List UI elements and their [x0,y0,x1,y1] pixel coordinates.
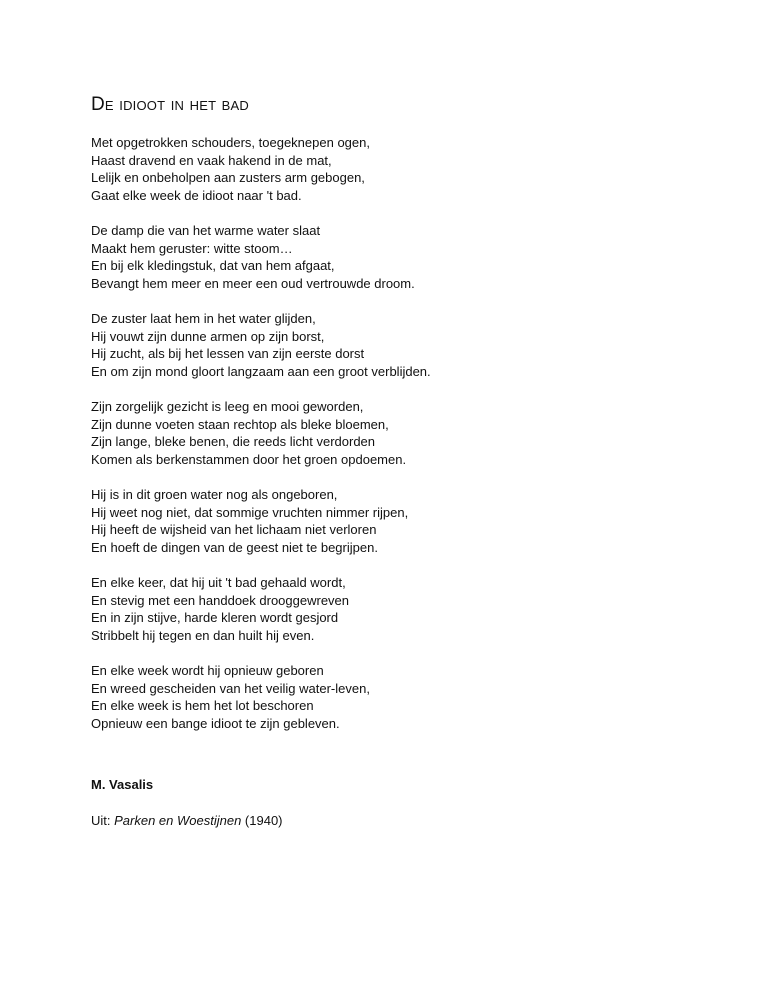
poem-line: Opnieuw een bange idioot te zijn gebleven. [91,715,340,731]
source-year: (1940) [241,813,283,828]
poem-line: Hij is in dit groen water nog als ongeboren, [91,487,338,502]
poem-page [91,92,691,830]
poem-line: Stribbelt hij tegen en dan huilt hij even. [91,627,315,643]
poem-stanza [91,662,691,732]
poem-line: En wreed gescheiden van het veilig water-leven, [91,680,370,696]
poem-line: Bevangt hem meer en meer een oud vertrouwde droom. [91,275,415,291]
poem-stanza [91,574,691,644]
poem-source [91,812,691,830]
poem-stanza [91,398,691,468]
poem-line: En stevig met een handdoek drooggewreven [91,592,350,608]
poem-line: De damp die van het warme water slaat [91,223,321,238]
poem-line: En in zijn stijve, harde kleren wordt gesjord [91,610,339,625]
poem-stanza [91,486,691,556]
poem-line: Hij weet nog niet, dat sommige vruchten nimmer rijpen, [91,504,409,520]
poem-line: En bij elk kledingstuk, dat van hem afgaat, [91,258,335,273]
poem-title: De idioot in het bad [91,94,250,115]
poem-line: En elke keer, dat hij uit 't bad gehaald wordt, [91,575,346,590]
poem-line: Haast dravend en vaak hakend in de mat, [91,152,332,168]
poem-line: De zuster laat hem in het water glijden, [91,311,316,326]
poem-line: Zijn lange, bleke benen, die reeds licht verdorden [91,434,376,449]
poem-line: En elke week is hem het lot beschoren [91,698,314,713]
poem-line: Zijn zorgelijk gezicht is leeg en mooi geworden, [91,399,364,414]
poem-author: M. Vasalis [91,777,154,792]
poem-line: Hij heeft de wijsheid van het lichaam niet verloren [91,522,377,537]
poem-line: Zijn dunne voeten staan rechtop als bleke bloemen, [91,416,389,432]
source-title: Parken en Woestijnen [114,813,242,828]
poem-line: En om zijn mond gloort langzaam aan een groot verblijden. [91,363,431,379]
poem-stanza [91,222,691,292]
poem-stanza [91,310,691,380]
poem-line: En hoeft de dingen van de geest niet te begrijpen. [91,539,378,555]
poem-line: Lelijk en onbeholpen aan zusters arm gebogen, [91,170,365,185]
poem-body [91,134,691,732]
source-prefix: Uit: [91,813,115,828]
poem-line: Hij vouwt zijn dunne armen op zijn borst, [91,328,325,344]
poem-stanza [91,134,691,204]
poem-line: Hij zucht, als bij het lessen van zijn eerste dorst [91,346,365,361]
poem-line: Gaat elke week de idioot naar 't bad. [91,187,302,203]
poem-line: Komen als berkenstammen door het groen opdoemen. [91,451,407,467]
poem-line: Maakt hem geruster: witte stoom… [91,240,293,256]
poem-line: En elke week wordt hij opnieuw geboren [91,663,324,678]
poem-line: Met opgetrokken schouders, toegeknepen ogen, [91,135,370,150]
